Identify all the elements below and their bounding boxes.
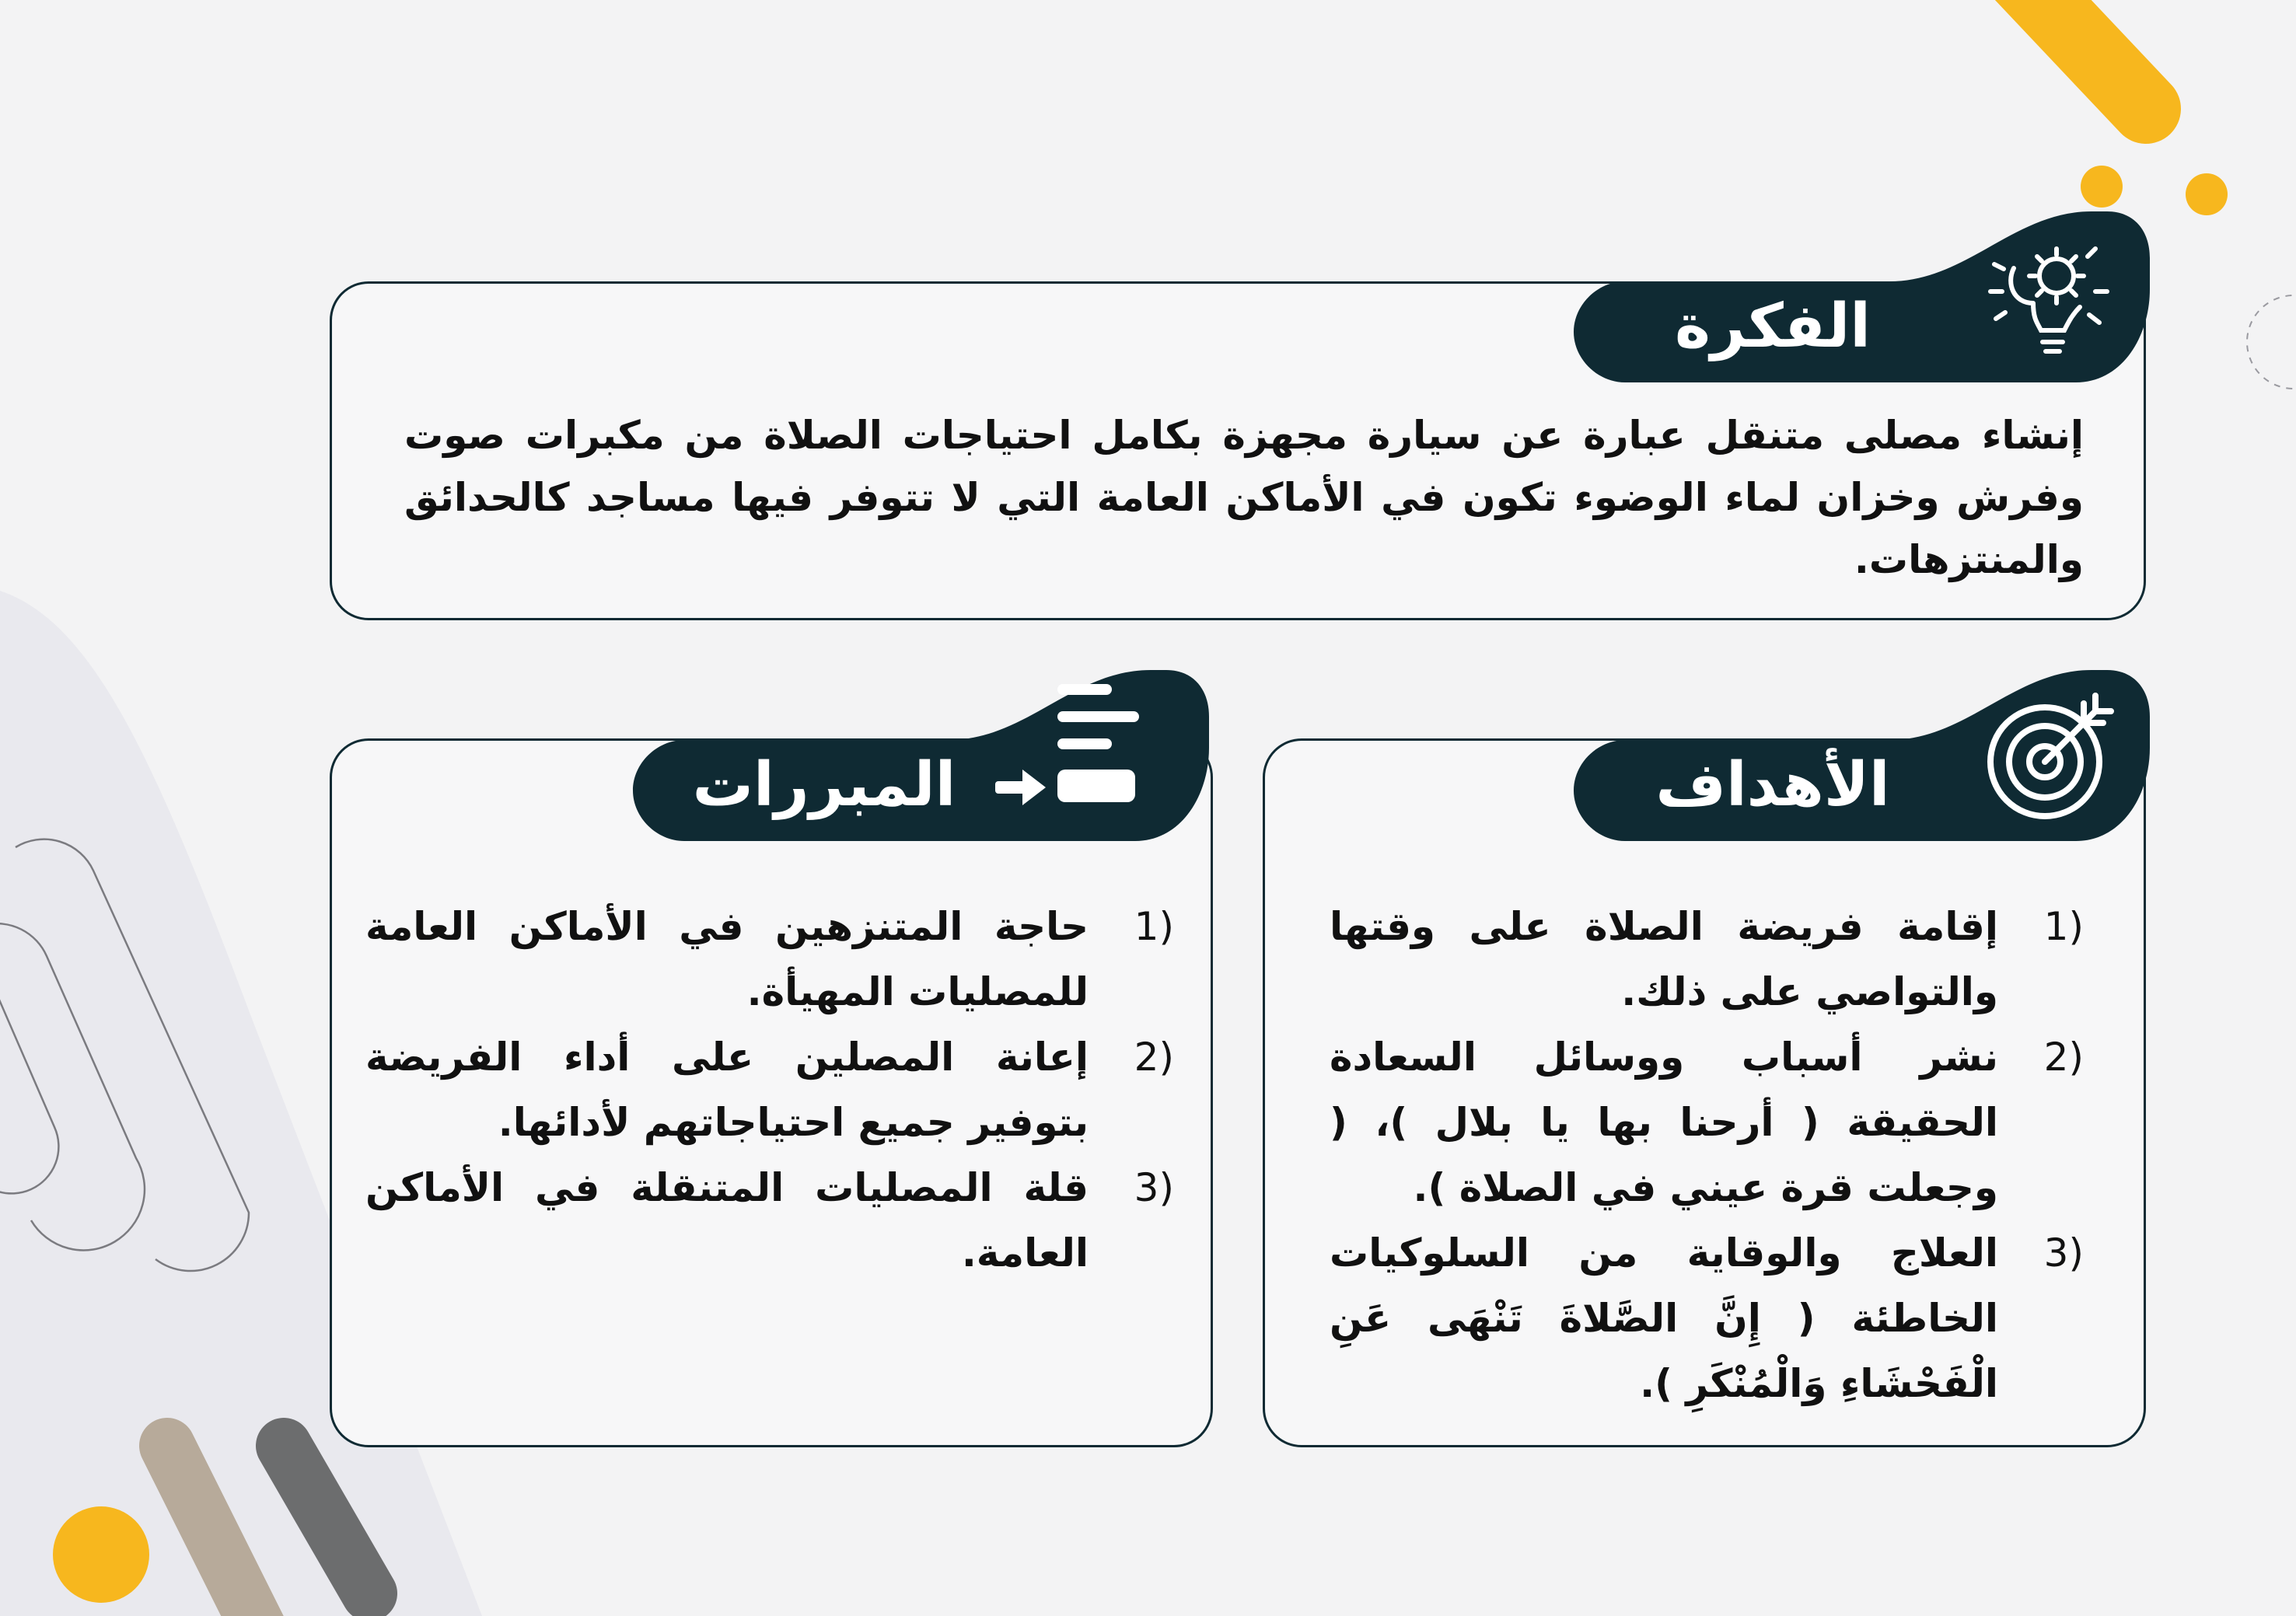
item-number: 2) [2043,1035,2084,1080]
idea-title: الفكرة [1674,291,1871,361]
list-item [365,894,1174,1024]
goals-list [1330,894,2084,1416]
list-item [1330,1220,2084,1416]
yellow-dot-bottom [53,1506,149,1603]
dashed-circle [2247,295,2296,389]
target-icon [1979,688,2119,828]
item-text: إقامة فريضة الصلاة على وقتها والتواصي على ذلك. [1330,904,1998,1014]
item-number: 3) [1134,1165,1174,1210]
item-text: العلاج والوقاية من السلوكيات الخاطئة ( إِنَّ الصَّلاةَ تَنْهَى عَنِ الْفَحْشَاءِ وَالْمُنْكَرِ ). [1330,1230,1998,1406]
goals-title: الأهداف [1655,750,1890,820]
gear-bulb-icon [1979,233,2119,365]
reasons-list [365,894,1174,1286]
item-text: نشر أسباب ووسائل السعادة الحقيقة ( أرحنا بها يا بلال )، ( وجعلت قرة عيني في الصلاة ). [1330,1035,1998,1210]
yellow-dot-top-right-2 [2186,173,2228,215]
list-item [1330,894,2084,1024]
reasons-title: المبررات [692,750,956,820]
list-arrow-icon [987,680,1143,820]
item-number: 1) [2043,904,2084,949]
list-item [1330,1024,2084,1220]
item-number: 3) [2043,1230,2084,1276]
item-text: حاجة المتنزهين في الأماكن العامة للمصليات المهيأة. [365,904,1089,1014]
list-item [365,1155,1174,1286]
idea-text: إنشاء مصلى متنقل عبارة عن سيارة مجهزة بكامل احتياجات الصلاة من مكبرات صوت وفرش وخزان لماء الوضوء تكون في الأماكن العامة التي لا تتوفر فيها مساجد كالحدائق والمنتزهات. [404,413,2084,582]
item-text: قلة المصليات المتنقلة في الأماكن العامة. [365,1165,1089,1276]
item-number: 2) [1134,1035,1174,1080]
item-text: إعانة المصلين على أداء الفريضة بتوفير جميع احتياجاتهم لأدائها. [365,1035,1089,1145]
list-item [365,1024,1174,1155]
item-number: 1) [1134,904,1174,949]
yellow-dot-top-right-1 [2081,166,2123,208]
